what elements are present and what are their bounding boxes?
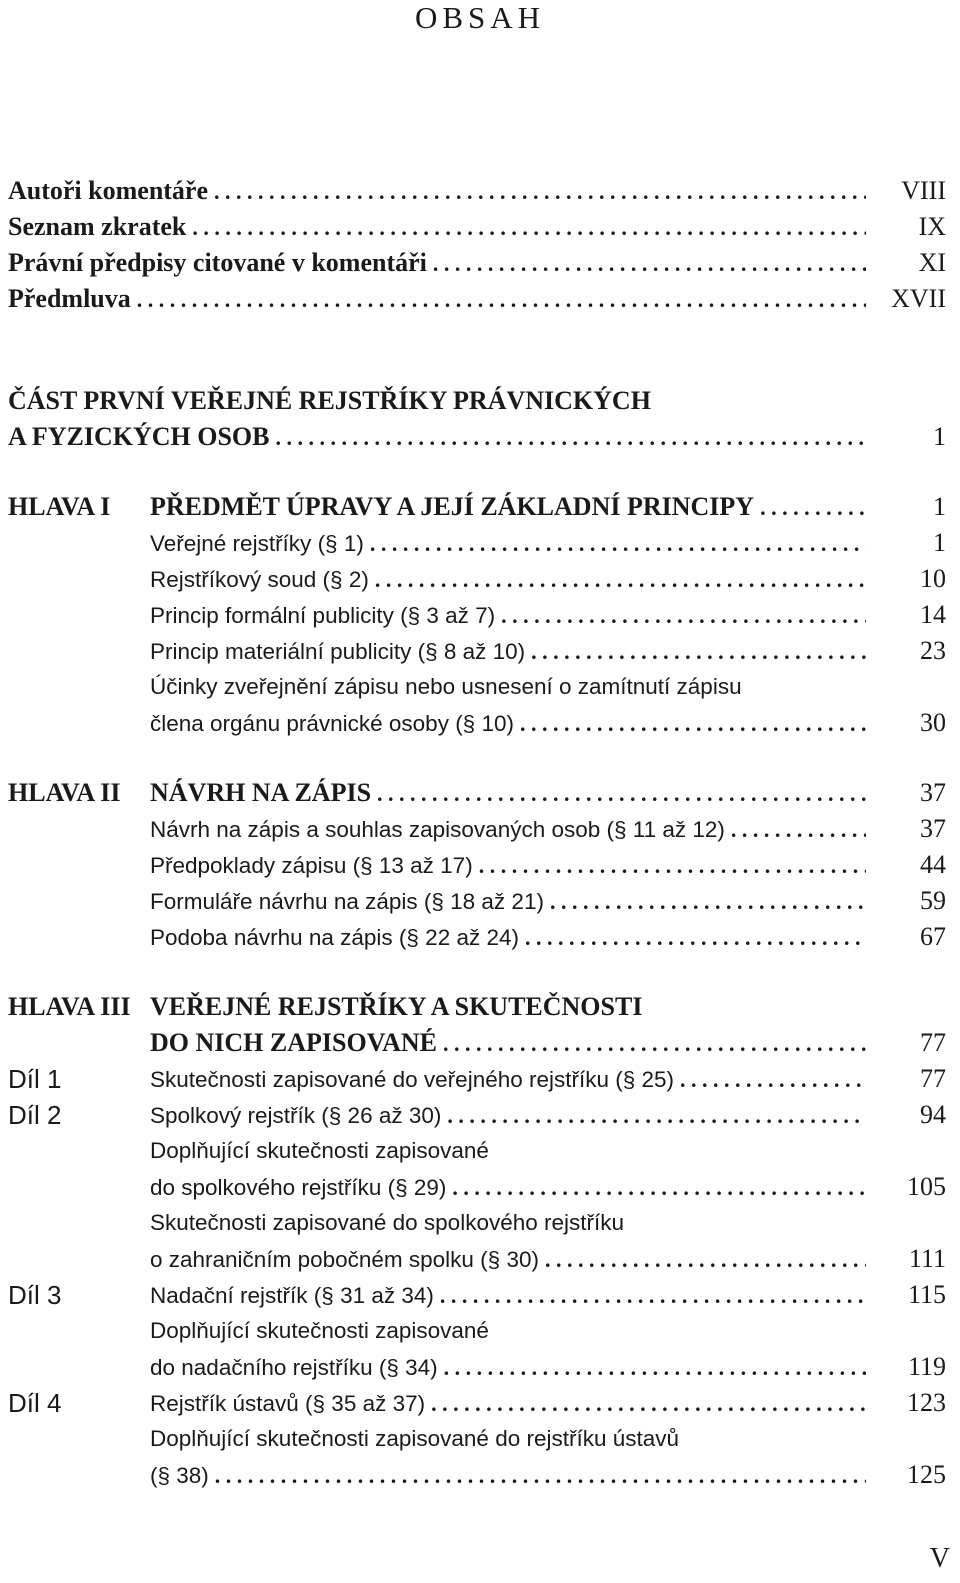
- toc-page-number: 30: [920, 708, 946, 737]
- toc-entry[interactable]: [150, 812, 946, 846]
- section-label: Díl 4: [8, 1388, 62, 1418]
- toc-entry[interactable]: [150, 1170, 946, 1204]
- chapter-label: HLAVA II: [8, 778, 121, 807]
- toc-entry[interactable]: [150, 884, 946, 918]
- toc-entry-line1: [150, 1422, 946, 1456]
- toc-page-number: 44: [920, 850, 946, 879]
- leader-dots: [443, 1027, 866, 1061]
- leader-dots: [214, 175, 866, 209]
- leader-dots: [377, 777, 866, 811]
- leader-dots: [276, 421, 867, 455]
- toc-entry-text: Návrh na zápis a souhlas zapisovaných osob (§ 11 až 12): [150, 817, 725, 842]
- toc-page-number: 1: [933, 422, 946, 451]
- toc-page-number: 105: [907, 1172, 946, 1201]
- toc-page-number: 77: [920, 1028, 946, 1057]
- toc-entry[interactable]: [150, 598, 946, 632]
- toc-entry-authors[interactable]: [8, 174, 946, 208]
- section-label: Díl 2: [8, 1100, 62, 1130]
- toc-entry-chapter2[interactable]: [150, 776, 946, 810]
- toc-entry-text: Doplňující skutečnosti zapisované: [150, 1138, 489, 1163]
- toc-page-number: 111: [908, 1244, 946, 1273]
- toc-entry[interactable]: [150, 634, 946, 668]
- toc-entry[interactable]: [150, 1098, 946, 1132]
- toc-entry-text: Nadační rejstřík (§ 31 až 34): [150, 1283, 434, 1308]
- toc-entry-text: Rejstřík ústavů (§ 35 až 37): [150, 1391, 426, 1416]
- toc-entry-text: člena orgánu právnické osoby (§ 10): [150, 711, 514, 736]
- toc-page-number: 1: [933, 492, 946, 521]
- leader-dots: [501, 599, 866, 633]
- toc-entry-text: Seznam zkratek: [8, 212, 187, 241]
- toc-entry-chapter3[interactable]: [150, 1026, 946, 1060]
- toc-entry-text: do nadačního rejstříku (§ 34): [150, 1355, 438, 1380]
- leader-dots: [531, 635, 866, 669]
- toc-page-number: XVII: [891, 284, 946, 313]
- chapter-label: HLAVA I: [8, 492, 111, 521]
- toc-entry-text: do spolkového rejstříku (§ 29): [150, 1175, 447, 1200]
- leader-dots: [440, 1279, 866, 1313]
- toc-page-number: 10: [920, 564, 946, 593]
- toc-entry-line1: [150, 670, 946, 704]
- toc-entry[interactable]: [150, 1350, 946, 1384]
- toc-entry-legal-regulations[interactable]: [8, 246, 946, 280]
- leader-dots: [370, 527, 866, 561]
- toc-entry-text: Doplňující skutečnosti zapisované: [150, 1318, 489, 1343]
- toc-entry-line1: [150, 1206, 946, 1240]
- part-title: ČÁST PRVNÍ VEŘEJNÉ REJSTŘÍKY PRÁVNICKÝCH: [8, 386, 651, 415]
- chapter-title: PŘEDMĚT ÚPRAVY A JEJÍ ZÁKLADNÍ PRINCIPY: [150, 492, 755, 521]
- toc-entry-text: Právní předpisy citované v komentáři: [8, 248, 427, 277]
- toc-entry-text: Účinky zveřejnění zápisu nebo usnesení o zamítnutí zápisu: [150, 674, 742, 699]
- toc-entry-text: o zahraničním pobočném spolku (§ 30): [150, 1247, 539, 1272]
- toc-page-number: 67: [920, 922, 946, 951]
- toc-page-number: 1: [933, 528, 946, 557]
- leader-dots: [431, 1387, 866, 1421]
- toc-page-number: 37: [920, 814, 946, 843]
- part-title-continued: A FYZICKÝCH OSOB: [8, 422, 270, 451]
- toc-entry-text: Spolkový rejstřík (§ 26 až 30): [150, 1103, 442, 1128]
- toc-entry-abbreviations[interactable]: [8, 210, 946, 244]
- page-number-footer: V: [929, 1543, 950, 1574]
- toc-page-number: 115: [907, 1280, 946, 1309]
- toc-page-number: 23: [920, 636, 946, 665]
- toc-page-number: 125: [907, 1460, 946, 1489]
- toc-entry-text: Princip formální publicity (§ 3 až 7): [150, 603, 496, 628]
- toc-page-number: 94: [920, 1100, 946, 1129]
- toc-entry-text: Skutečnosti zapisované do spolkového rejstříku: [150, 1210, 625, 1235]
- toc-entry[interactable]: [150, 562, 946, 596]
- leader-dots: [545, 1243, 866, 1277]
- toc-entry[interactable]: [150, 1458, 946, 1492]
- leader-dots: [137, 283, 866, 317]
- toc-entry-text: Doplňující skutečnosti zapisované do rejstříku ústavů: [150, 1426, 680, 1451]
- toc-page-number: IX: [918, 212, 946, 241]
- chapter-title-continued: DO NICH ZAPISOVANÉ: [150, 1028, 438, 1057]
- toc-entry-line1: [150, 1134, 946, 1168]
- leader-dots: [479, 849, 866, 883]
- toc-entry[interactable]: [150, 1062, 946, 1096]
- toc-page-number: 77: [920, 1064, 946, 1093]
- toc-page-number: VIII: [901, 176, 946, 205]
- toc-entry-part1[interactable]: [8, 420, 946, 454]
- toc-page-number: 59: [920, 886, 946, 915]
- toc-entry-text: Autoři komentáře: [8, 176, 209, 205]
- leader-dots: [525, 921, 866, 955]
- toc-page-number: 119: [907, 1352, 946, 1381]
- leader-dots: [731, 813, 866, 847]
- leader-dots: [680, 1063, 866, 1097]
- section-label: Díl 1: [8, 1064, 62, 1094]
- leader-dots: [760, 491, 866, 525]
- toc-entry[interactable]: [150, 1386, 946, 1420]
- leader-dots: [215, 1459, 866, 1493]
- leader-dots: [433, 247, 866, 281]
- part-title-line1: [8, 384, 946, 418]
- toc-entry[interactable]: [150, 1278, 946, 1312]
- toc-entry-preface[interactable]: [8, 282, 946, 316]
- toc-entry-text: Princip materiální publicity (§ 8 až 10): [150, 639, 526, 664]
- leader-dots: [452, 1171, 866, 1205]
- toc-entry-text: Podoba návrhu na zápis (§ 22 až 24): [150, 925, 519, 950]
- toc-entry-text: Rejstříkový soud (§ 2): [150, 567, 369, 592]
- leader-dots: [550, 885, 866, 919]
- toc-page-number: XI: [918, 248, 946, 277]
- toc-entry[interactable]: [150, 526, 946, 560]
- leader-dots: [375, 563, 866, 597]
- chapter-title-line1: [150, 990, 946, 1024]
- toc-entry-text: Skutečnosti zapisované do veřejného rejstříku (§ 25): [150, 1067, 675, 1092]
- toc-entry-line1: [150, 1314, 946, 1348]
- toc-entry[interactable]: [150, 1242, 946, 1276]
- toc-page-number: 14: [920, 600, 946, 629]
- toc-entry-text: Veřejné rejstříky (§ 1): [150, 531, 364, 556]
- leader-dots: [520, 707, 866, 741]
- toc-entry-text: Předmluva: [8, 284, 131, 313]
- toc-entry[interactable]: [150, 848, 946, 882]
- leader-dots: [444, 1351, 866, 1385]
- section-label: Díl 3: [8, 1280, 62, 1310]
- toc-page-number: 37: [920, 778, 946, 807]
- toc-entry-chapter1[interactable]: [150, 490, 946, 524]
- toc-entry[interactable]: [150, 920, 946, 954]
- toc-entry[interactable]: [150, 706, 946, 740]
- toc-entry-text: (§ 38): [150, 1463, 209, 1488]
- toc-entry-text: Předpoklady zápisu (§ 13 až 17): [150, 853, 473, 878]
- chapter-title: VEŘEJNÉ REJSTŘÍKY A SKUTEČNOSTI: [150, 992, 643, 1021]
- chapter-label: HLAVA III: [8, 992, 131, 1021]
- leader-dots: [447, 1099, 866, 1133]
- toc-entry-text: Formuláře návrhu na zápis (§ 18 až 21): [150, 889, 544, 914]
- toc-page-number: 123: [907, 1388, 946, 1417]
- page-title: OBSAH: [414, 0, 546, 35]
- leader-dots: [192, 211, 866, 245]
- chapter-title: NÁVRH NA ZÁPIS: [150, 778, 372, 807]
